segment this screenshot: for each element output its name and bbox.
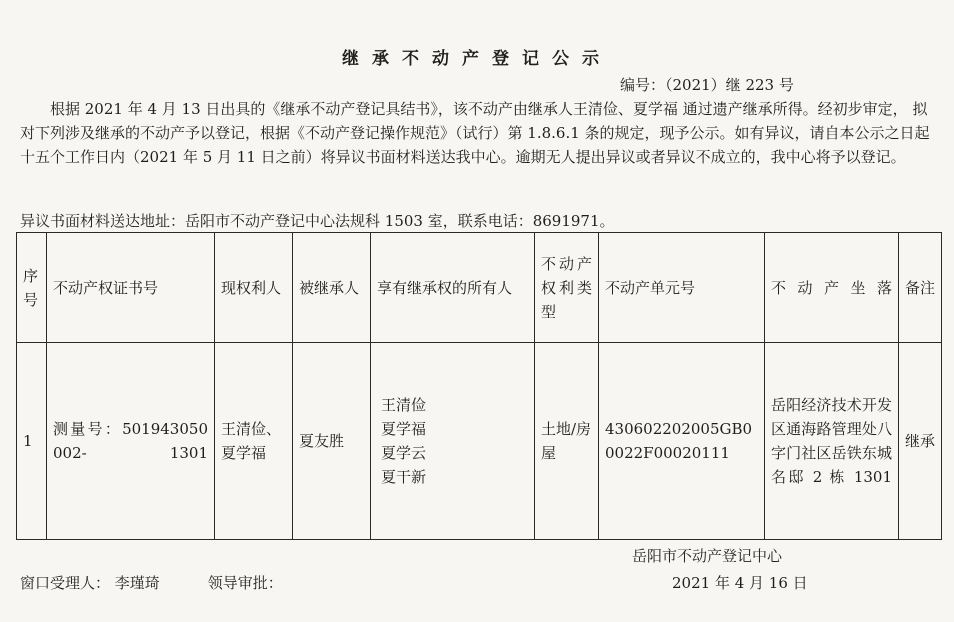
notice-paragraph: 根据 2021 年 4 月 13 日出具的《继承不动产登记具结书》，该不动产由继承人王清俭、夏学福 通过遗产继承所得。经初步审定， 拟对下列涉及继承的不动产予以登记，根据《不动产登记操作规范》（试行）第 1.8.6.1 条的规定，现予公示。如有异议，请自本公示之日起十五个工作日内（2021 年 5 月 11 日之前）将异议书面材料送达我中心。逾期无人提出异议或者异议不成立的，我中心将予以登记。 [20,100,930,166]
page-title: 继承不动产登记公示 [342,49,612,69]
header-unit-no: 不动产单元号 [599,233,765,343]
header-cert-no: 不动产权证书号 [47,233,215,343]
signature-row [20,572,283,593]
table-row [17,343,942,540]
window-clerk: 窗口受理人： 李瑾琦 [20,574,160,592]
table-header-row [17,233,942,343]
property-table [16,232,942,540]
heir-name: 夏学福 [381,420,427,438]
notice-body [20,97,934,169]
heir-name: 夏干新 [381,468,427,486]
issue-date: 2021 年 4 月 16 日 [672,574,808,592]
header-current-holder: 现权利人 [215,233,293,343]
heir-name: 夏学云 [381,444,427,462]
issuing-organization: 岳阳市不动产登记中心 [632,547,783,565]
document-number: 编号：（2021）继 223 号 [620,76,794,94]
objection-address: 异议书面材料送达地址：岳阳市不动产登记中心法规科 1503 室，联系电话：8691971。 [20,212,615,230]
heir-name: 王清俭 [381,396,427,414]
cell-seq: 1 [17,343,47,540]
cell-current-holder: 王清俭、夏学福 [215,343,293,540]
cell-unit-no: 430602202005GB00022F00020111 [599,343,765,540]
cell-deceased: 夏友胜 [293,343,371,540]
header-deceased: 被继承人 [293,233,371,343]
cell-heirs [371,343,535,540]
cell-remark: 继承 [899,343,942,540]
header-seq: 序号 [17,233,47,343]
cell-cert-no: 测量号：501943050002- 1301 [47,343,215,540]
header-right-type: 不动产权利类型 [535,233,599,343]
header-location: 不动产坐落 [765,233,899,343]
header-remark: 备注 [899,233,942,343]
header-heirs: 享有继承权的所有人 [371,233,535,343]
leader-review: 领导审批： [207,574,283,592]
cell-right-type: 土地/房屋 [535,343,599,540]
cell-location: 岳阳经济技术开发区通海路管理处八字门社区岳铁东城名邸 2 栋 1301 [765,343,899,540]
